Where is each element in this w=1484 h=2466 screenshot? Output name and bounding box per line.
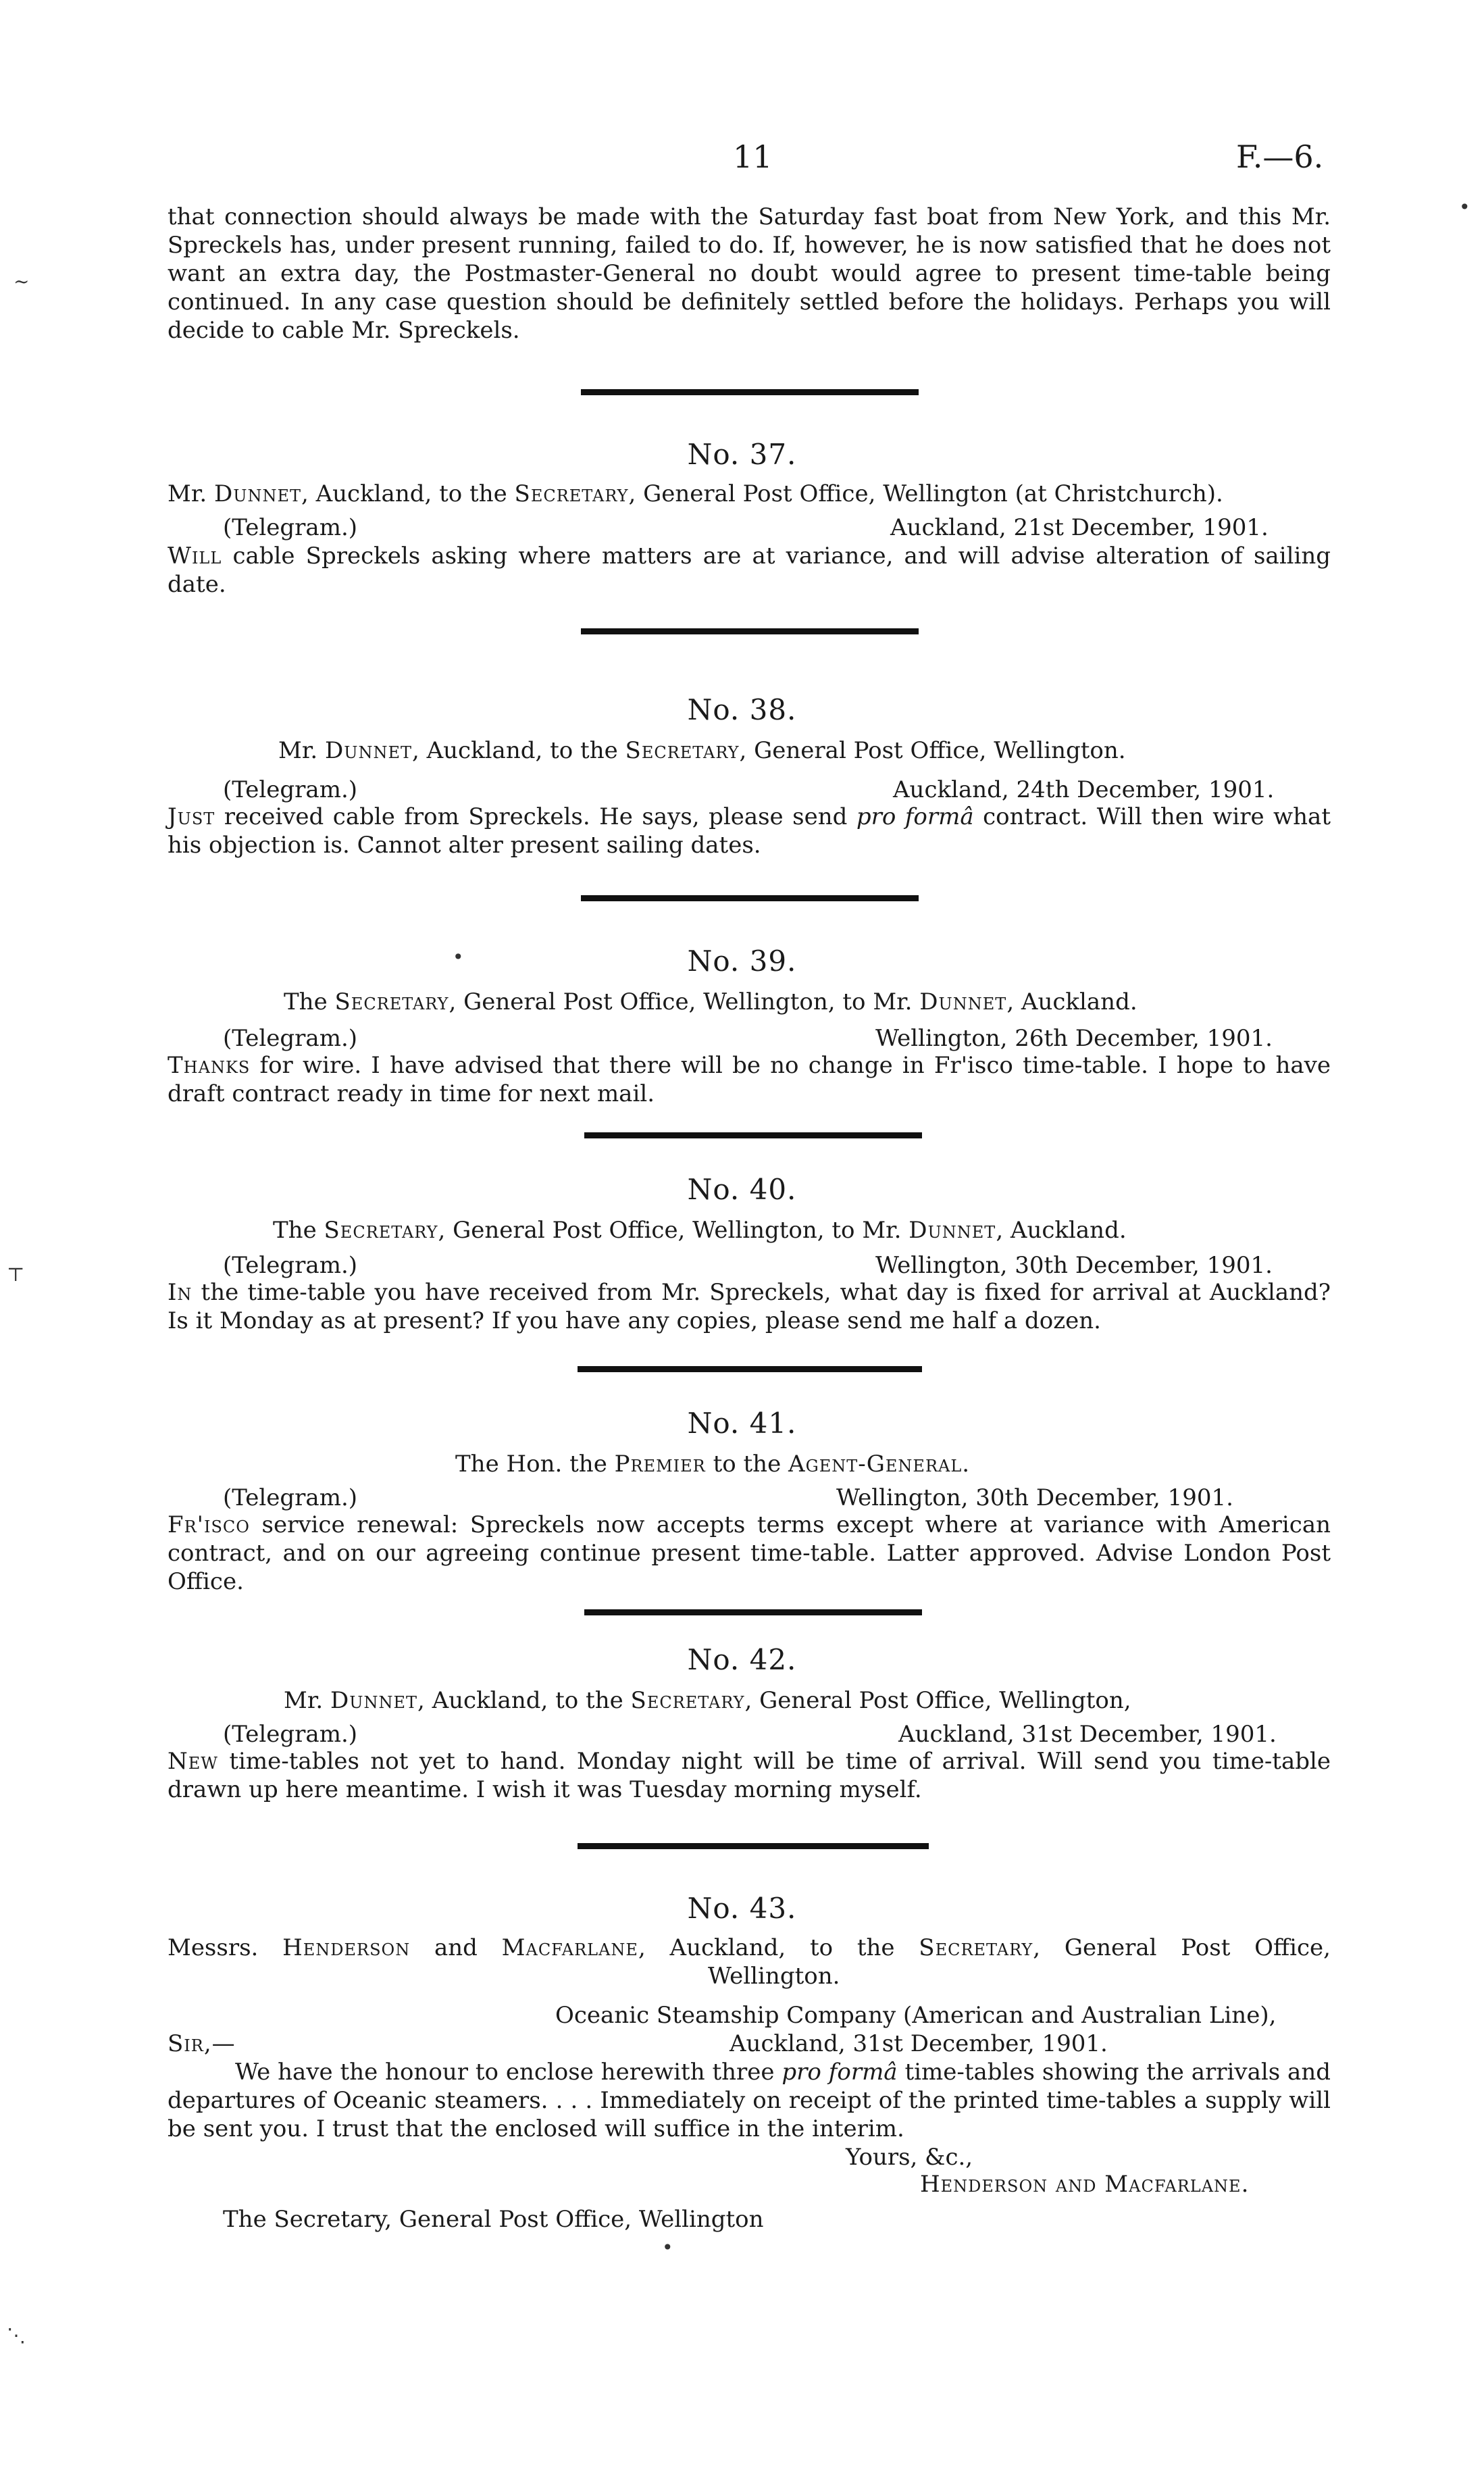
item-heading: Mr. Dunnet, Auckland, to the Secretary, General Post Office, Wellington (at Christchurch).: [168, 480, 1223, 507]
place-date: Auckland, 24th December, 1901.: [893, 776, 1275, 803]
intro-paragraph: that connection should always be made with the Saturday fast boat from New York, and this Mr. Spreckels has, under present running, failed to do. If, however, he is now satisfied that he does not want an extra day, the Postmaster-General no doubt would agree to present time-table being continued. In any case question should be definitely settled before the holidays. Perhaps you will decide to cable Mr. Spreckels.: [168, 203, 1331, 344]
message-body: In the time-table you have received from Mr. Spreckels, what day is fixed for arrival at Auckland? Is it Monday as at present? If you have any copies, please send me half a dozen.: [168, 1279, 1331, 1334]
item-number: No. 41.: [687, 1407, 797, 1440]
section-rule: [584, 1609, 922, 1615]
place-date: Wellington, 30th December, 1901.: [875, 1252, 1273, 1279]
margin-mark: ⋱: [7, 2324, 26, 2346]
item-heading: The Secretary, General Post Office, Wellington, to Mr. Dunnet, Auckland.: [273, 1217, 1127, 1244]
section-rule: [578, 1366, 922, 1372]
item-number: No. 40.: [687, 1173, 797, 1206]
section-rule: [581, 895, 919, 901]
telegram-label: (Telegram.): [223, 776, 358, 803]
item-heading: Messrs. Henderson and Macfarlane, Auckland, to the Secretary, General Post Office,: [168, 1934, 1331, 1961]
signature: Henderson and Macfarlane.: [920, 2171, 1250, 2198]
message-body: Fr'isco service renewal: Spreckels now accepts terms except where at variance with American contract, and on our agreeing continue present time-table. Latter approved. Advise London Post Office.: [168, 1511, 1331, 1595]
salutation: Sir,—: [168, 2030, 236, 2057]
place-date: Auckland, 31st December, 1901.: [898, 1721, 1277, 1748]
section-rule: [581, 389, 919, 395]
telegram-label: (Telegram.): [223, 1025, 358, 1052]
telegram-label: (Telegram.): [223, 1252, 358, 1279]
message-body: New time-tables not yet to hand. Monday night will be time of arrival. Will send you time-table drawn up here meantime. I wish it was Tuesday morning myself.: [168, 1748, 1331, 1803]
item-number: No. 39.: [687, 945, 797, 978]
item-heading: The Secretary, General Post Office, Wellington, to Mr. Dunnet, Auckland.: [284, 988, 1137, 1015]
message-body: Just received cable from Spreckels. He says, please send pro formâ contract. Will then wire what his objection is. Cannot alter present sailing dates.: [168, 803, 1331, 859]
item-number: No. 37.: [687, 438, 797, 471]
company-name: Oceanic Steamship Company (American and Australian Line),: [555, 2002, 1277, 2029]
item-heading: Mr. Dunnet, Auckland, to the Secretary, General Post Office, Wellington,: [284, 1687, 1131, 1714]
place-date: Auckland, 31st December, 1901.: [730, 2030, 1108, 2057]
page-number: 11: [733, 139, 773, 175]
item-heading: The Hon. the Premier to the Agent-General.: [455, 1451, 970, 1478]
bullet-mark: •: [662, 2236, 673, 2259]
margin-mark: ⊤: [7, 1263, 25, 1286]
item-number: No. 42.: [687, 1643, 797, 1676]
message-body: Will cable Spreckels asking where matters are at variance, and will advise alteration of sailing date.: [168, 543, 1331, 598]
heading-continuation: Wellington.: [708, 1963, 840, 1990]
item-number: No. 38.: [687, 693, 797, 726]
margin-mark: ~: [14, 270, 30, 293]
letter-body: We have the honour to enclose herewith three pro formâ time-tables showing the arrivals and departures of Oceanic steamers. . . . Immediately on receipt of the printed time-tables a supply will be sent you. I trust that the enclosed will suffice in the interim.: [168, 2059, 1331, 2142]
closing: Yours, &c.,: [846, 2144, 973, 2171]
section-rule: [581, 628, 919, 634]
place-date: Wellington, 30th December, 1901.: [836, 1484, 1233, 1511]
bullet-mark: •: [1459, 196, 1470, 218]
item-number: No. 43.: [687, 1892, 797, 1925]
telegram-label: (Telegram.): [223, 514, 358, 541]
place-date: Auckland, 21st December, 1901.: [890, 514, 1269, 541]
bullet-mark: •: [453, 946, 464, 968]
section-rule: [578, 1843, 929, 1849]
telegram-label: (Telegram.): [223, 1484, 358, 1511]
telegram-label: (Telegram.): [223, 1721, 358, 1748]
place-date: Wellington, 26th December, 1901.: [875, 1025, 1273, 1052]
item-heading: Mr. Dunnet, Auckland, to the Secretary, General Post Office, Wellington.: [278, 737, 1126, 764]
addressee: The Secretary, General Post Office, Wellington: [223, 2206, 764, 2233]
document-reference: F.—6.: [1236, 139, 1324, 175]
message-body: Thanks for wire. I have advised that there will be no change in Fr'isco time-table. I hope to have draft contract ready in time for next mail.: [168, 1052, 1331, 1107]
section-rule: [584, 1132, 922, 1138]
